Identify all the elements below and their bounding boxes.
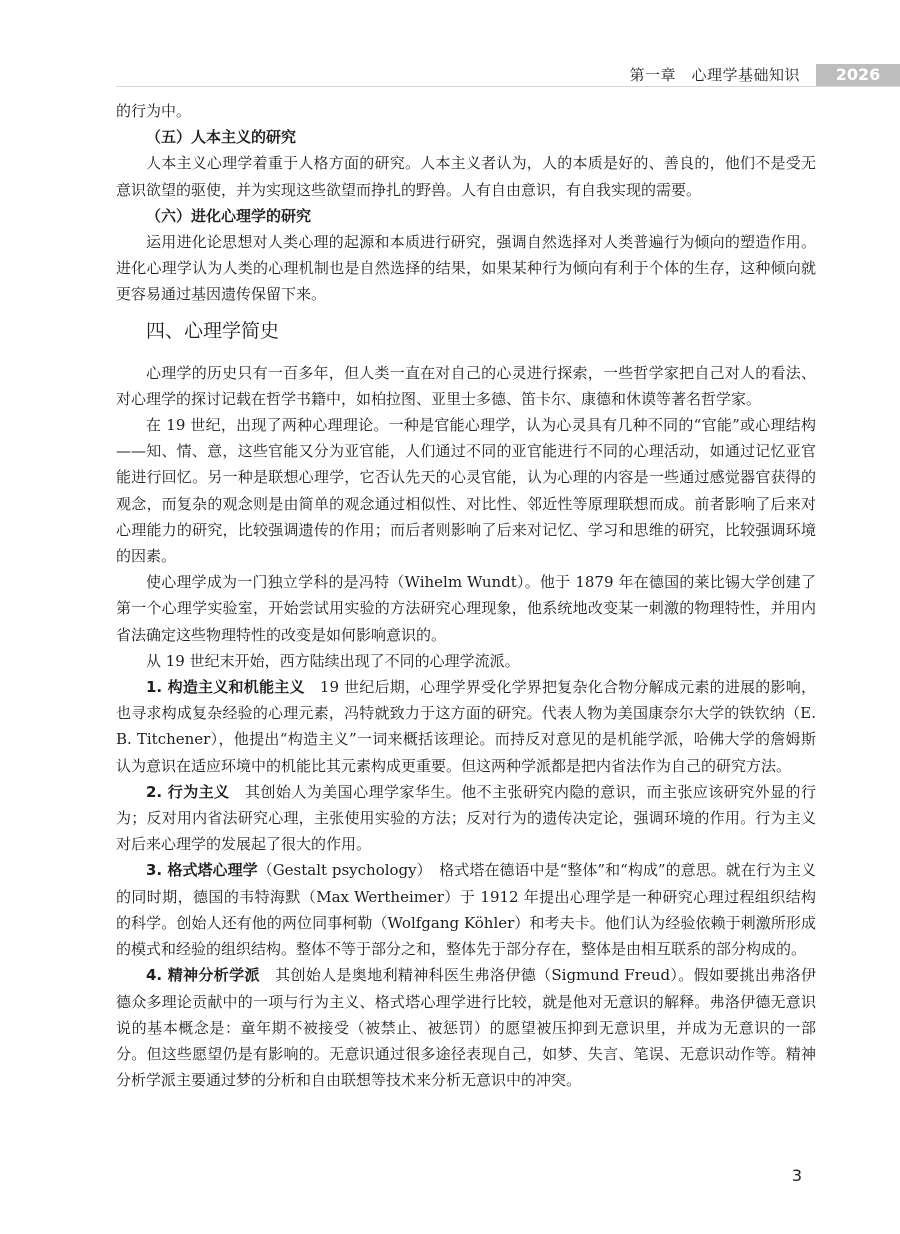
school-text: （Gestalt psychology） 格式塔在德语中是“整体”和“构成”的意思。就在行为主义的同时期，德国的韦特海默（Max Wertheimer）于 1912 年提出心理学是一种研究心理过程组织结构的科学。创始人还有他的两位同事柯勒（Wolfgang Köhler）和考夫卡。他们认为经验依赖于刺激所形成的模式和经验的组织结构。整体不等于部分之和，整体先于部分存在，整体是由相互联系的部分构成的。 bbox=[116, 861, 816, 959]
humanism-heading: （五）人本主义的研究 bbox=[146, 128, 297, 147]
history-paragraph: 心理学的历史只有一百多年，但人类一直在对自己的心灵进行探索，一些哲学家把自己对人的看法、对心理学的探讨记载在哲学书籍中，如柏拉图、亚里士多德、笛卡尔、康德和休谟等著名哲学家。 bbox=[116, 363, 816, 408]
school-term: 1. 构造主义和机能主义 bbox=[146, 678, 305, 697]
school-term: 4. 精神分析学派 bbox=[146, 966, 260, 985]
school-term: 2. 行为主义 bbox=[146, 782, 230, 801]
school-text: 19 世纪后期，心理学界受化学界把复杂化合物分解成元素的进展的影响，也寻求构成复杂经验的心理元素，冯特就致力于这方面的研究。代表人物为美国康奈尔大学的铁钦纳（E. B. Titchener），他提出“构造主义”一词来概括该理论。而持反对意见的是机能学派，哈佛大学的詹姆斯认为意识在适应环境中的机能比其元素构成更重要。但这两种学派都是把内省法作为自己的研究方法。 bbox=[116, 678, 816, 775]
year-badge: 2026 bbox=[816, 64, 900, 86]
header-divider bbox=[116, 86, 900, 87]
evolutionary-heading: （六）进化心理学的研究 bbox=[146, 206, 312, 225]
evolutionary-paragraph: 运用进化论思想对人类心理的起源和本质进行研究，强调自然选择对人类普遍行为倾向的塑造作用。进化心理学认为人类的心理机制也是自然选择的结果，如果某种行为倾向有利于个体的生存，这种倾向就更容易通过基因遗传保留下来。 bbox=[116, 233, 816, 304]
school-structuralism-paragraph bbox=[116, 674, 816, 779]
school-behaviorism-paragraph bbox=[116, 779, 816, 858]
history-paragraph: 使心理学成为一门独立学科的是冯特（Wihelm Wundt）。他于 1879 年在德国的莱比锡大学创建了第一个心理学实验室，开始尝试用实验的方法研究心理现象，他系统地改变某一刺激的物理特性，并用内省法确定这些物理特性的改变是如何影响意识的。 bbox=[116, 573, 816, 644]
school-gestalt-paragraph bbox=[116, 857, 816, 962]
school-text: 其创始人为美国心理学家华生。他不主张研究内隐的意识，而主张应该研究外显的行为；反对用内省法研究心理，主张使用实验的方法；反对行为的遗传决定论，强调环境的作用。行为主义对后来心理学的发展起了很大的作用。 bbox=[116, 782, 816, 854]
school-text: 其创始人是奥地利精神科医生弗洛伊德（Sigmund Freud）。假如要挑出弗洛伊德众多理论贡献中的一项与行为主义、格式塔心理学进行比较，就是他对无意识的解释。弗洛伊德无意识说的基本概念是：童年期不被接受（被禁止、被惩罚）的愿望被压抑到无意识里，并成为无意识的一部分。但这些愿望仍是有影响的。无意识通过很多途径表现自己，如梦、失言、笔误、无意识动作等。精神分析学派主要通过梦的分析和自由联想等技术来分析无意识中的冲突。 bbox=[116, 966, 817, 1090]
page-body bbox=[116, 98, 816, 1093]
section-heading: 四、心理学简史 bbox=[146, 319, 280, 342]
page-number: 3 bbox=[791, 1166, 802, 1185]
humanism-paragraph: 人本主义心理学着重于人格方面的研究。人本主义者认为，人的本质是好的、善良的，他们不是受无意识欲望的驱使，并为实现这些欲望而挣扎的野兽。人有自由意识，有自我实现的需要。 bbox=[116, 154, 816, 199]
school-term: 3. 格式塔心理学 bbox=[146, 861, 258, 880]
school-psychoanalysis-paragraph bbox=[116, 962, 816, 1093]
history-paragraph: 从 19 世纪末开始，西方陆续出现了不同的心理学流派。 bbox=[146, 651, 520, 670]
continuation-paragraph: 的行为中。 bbox=[116, 102, 192, 120]
chapter-title: 第一章 心理学基础知识 bbox=[629, 66, 800, 84]
history-paragraph: 在 19 世纪，出现了两种心理理论。一种是官能心理学，认为心灵具有几种不同的“官能”或心理结构——知、情、意，这些官能又分为亚官能，人们通过不同的亚官能进行不同的心理活动，如通过记忆亚官能进行回忆。另一种是联想心理学，它否认先天的心灵官能，认为心理的内容是一些通过感觉器官获得的观念，而复杂的观念则是由简单的观念通过相似性、对比性、邻近性等原理联想而成。前者影响了后来对心理能力的研究，比较强调遗传的作用；而后者则影响了后来对记忆、学习和思维的研究，比较强调环境的因素。 bbox=[116, 416, 816, 566]
page-header bbox=[0, 64, 900, 86]
